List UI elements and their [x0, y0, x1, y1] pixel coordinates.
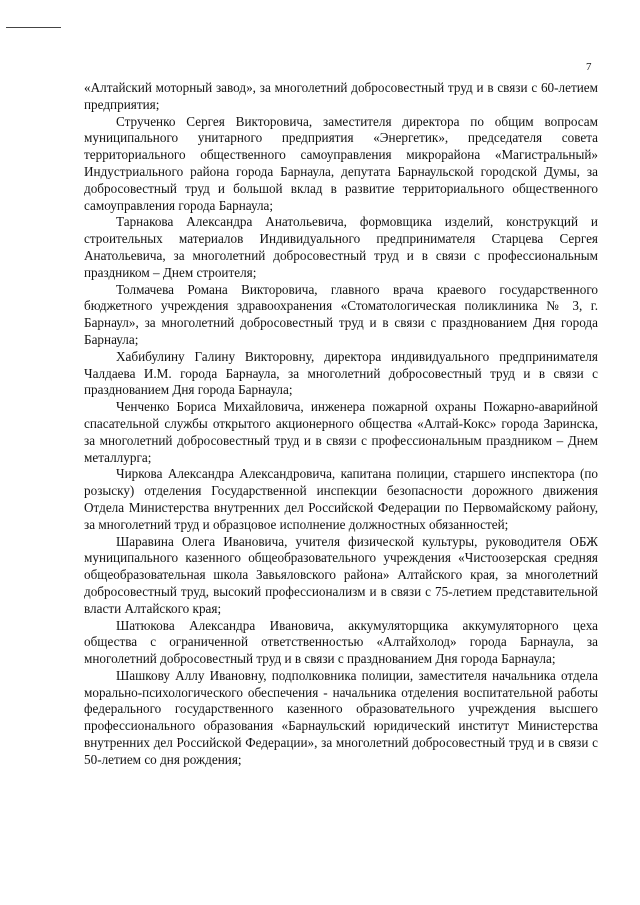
paragraph-chenchenko: Ченченко Бориса Михайловича, инженера пожарной охраны Пожарно-аварийной спасательной службы открытого акционерного общества «Алтай-Кокс» города Заринска, за многолетний добросовестный труд и в связи с профессиональным праздником – Днем металлурга;: [84, 399, 598, 465]
paragraph-struchenko: Струченко Сергея Викторовича, заместителя директора по общим вопросам муниципального унитарного предприятия «Энергетик», председателя совета территориального общественного самоуправления микрорайона «Магистральный» Индустриального района города Барнаула, депутата Барнаульской городской Думы, за добросовестный труд и большой вклад в развитие территориального общественного самоуправления города Барнаула;: [84, 113, 598, 213]
paragraph-tarnakov: Тарнакова Александра Анатольевича, формовщика изделий, конструкций и строительных материалов Индивидуального предпринимателя Старцева Сергея Анатольевича, за многолетний добросовестный труд и в связи с профессиональным праздником – Днем строителя;: [84, 214, 598, 280]
paragraph-sharavin: Шаравина Олега Ивановича, учителя физической культуры, руководителя ОБЖ муниципального казенного общеобразовательного учреждения «Чистоозерская средняя общеобразовательная школа Завьяловского района» Алтайского края, за многолетний добросовестный труд, высокий профессионализм и в связи с 75-летием представительной власти Алтайского края;: [84, 533, 598, 616]
paragraph-chirkov: Чиркова Александра Александровича, капитана полиции, старшего инспектора (по розыску) отделения Государственной инспекции безопасности дорожного движения Отдела Министерства внутренних дел Российской Федерации по Первомайскому району, за многолетний труд и образцовое исполнение должностных обязанностей;: [84, 466, 598, 532]
paragraph-shatyukov: Шатюкова Александра Ивановича, аккумуляторщика аккумуляторного цеха общества с ограниченной ответственностью «Алтайхолод» города Барнаула, за многолетний добросовестный труд и в связи с празднованием Дня города Барнаула;: [84, 617, 598, 667]
document-body: [84, 80, 598, 769]
paragraph-shashkova: Шашкову Аллу Ивановну, подполковника полиции, заместителя начальника отдела морально-психологического обеспечения - начальника отделения воспитательной работы федерального государственного казенного образовательного учреждения высшего профессионального образования «Барнаульский юридический институт Министерства внутренних дел Российской Федерации», за многолетний добросовестный труд и в связи с 50-летием со дня рождения;: [84, 667, 598, 767]
paragraph-tolmachev: Толмачева Романа Викторовича, главного врача краевого государственного бюджетного учреждения здравоохранения «Стоматологическая поликлиника № 3, г. Барнаул», за многолетний добросовестный труд и в связи с празднованием Дня города Барнаула;: [84, 281, 598, 347]
page-number: 7: [586, 61, 592, 73]
paragraph-khabibulina: Хабибулину Галину Викторовну, директора индивидуального предпринимателя Чалдаева И.М. города Барнаула, за многолетний добросовестный труд и в связи с празднованием Дня города Барнаула;: [84, 348, 598, 398]
paragraph-continuation: «Алтайский моторный завод», за многолетний добросовестный труд и в связи с 60-летием предприятия;: [84, 80, 598, 112]
scan-artifact-line: [6, 27, 61, 28]
